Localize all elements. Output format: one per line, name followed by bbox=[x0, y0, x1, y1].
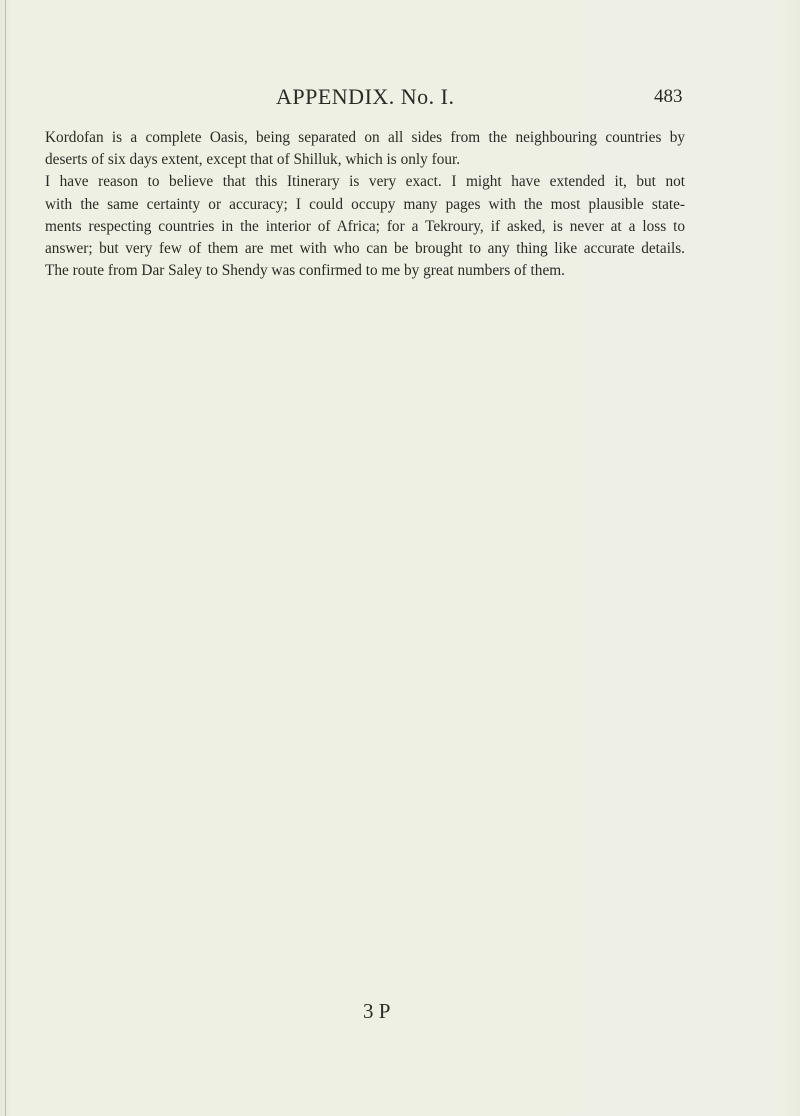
text-line: ments respecting countries in the interior of Africa; for a Tekroury, if asked, is never at a loss to bbox=[45, 217, 685, 235]
body-text bbox=[45, 127, 685, 282]
running-head bbox=[0, 84, 800, 110]
running-head-title: APPENDIX. No. I. bbox=[276, 84, 455, 109]
text-line: deserts of six days extent, except that of Shilluk, which is only four. bbox=[45, 151, 461, 169]
page-number: 483 bbox=[654, 86, 683, 107]
text-line: Kordofan is a complete Oasis, being separated on all sides from the neighbouring countries by bbox=[45, 129, 685, 146]
page-edge-divider bbox=[5, 0, 6, 1116]
text-line: answer; but very few of them are met with who can be brought to any thing like accurate details. bbox=[45, 240, 685, 258]
text-line: I have reason to believe that this Itinerary is very exact. I might have extended it, but not bbox=[45, 173, 685, 191]
text-line: The route from Dar Saley to Shendy was confirmed to me by great numbers of them. bbox=[45, 262, 565, 280]
text-line: with the same certainty or accuracy; I could occupy many pages with the most plausible state- bbox=[45, 195, 685, 213]
signature-mark: 3 P bbox=[363, 999, 391, 1023]
